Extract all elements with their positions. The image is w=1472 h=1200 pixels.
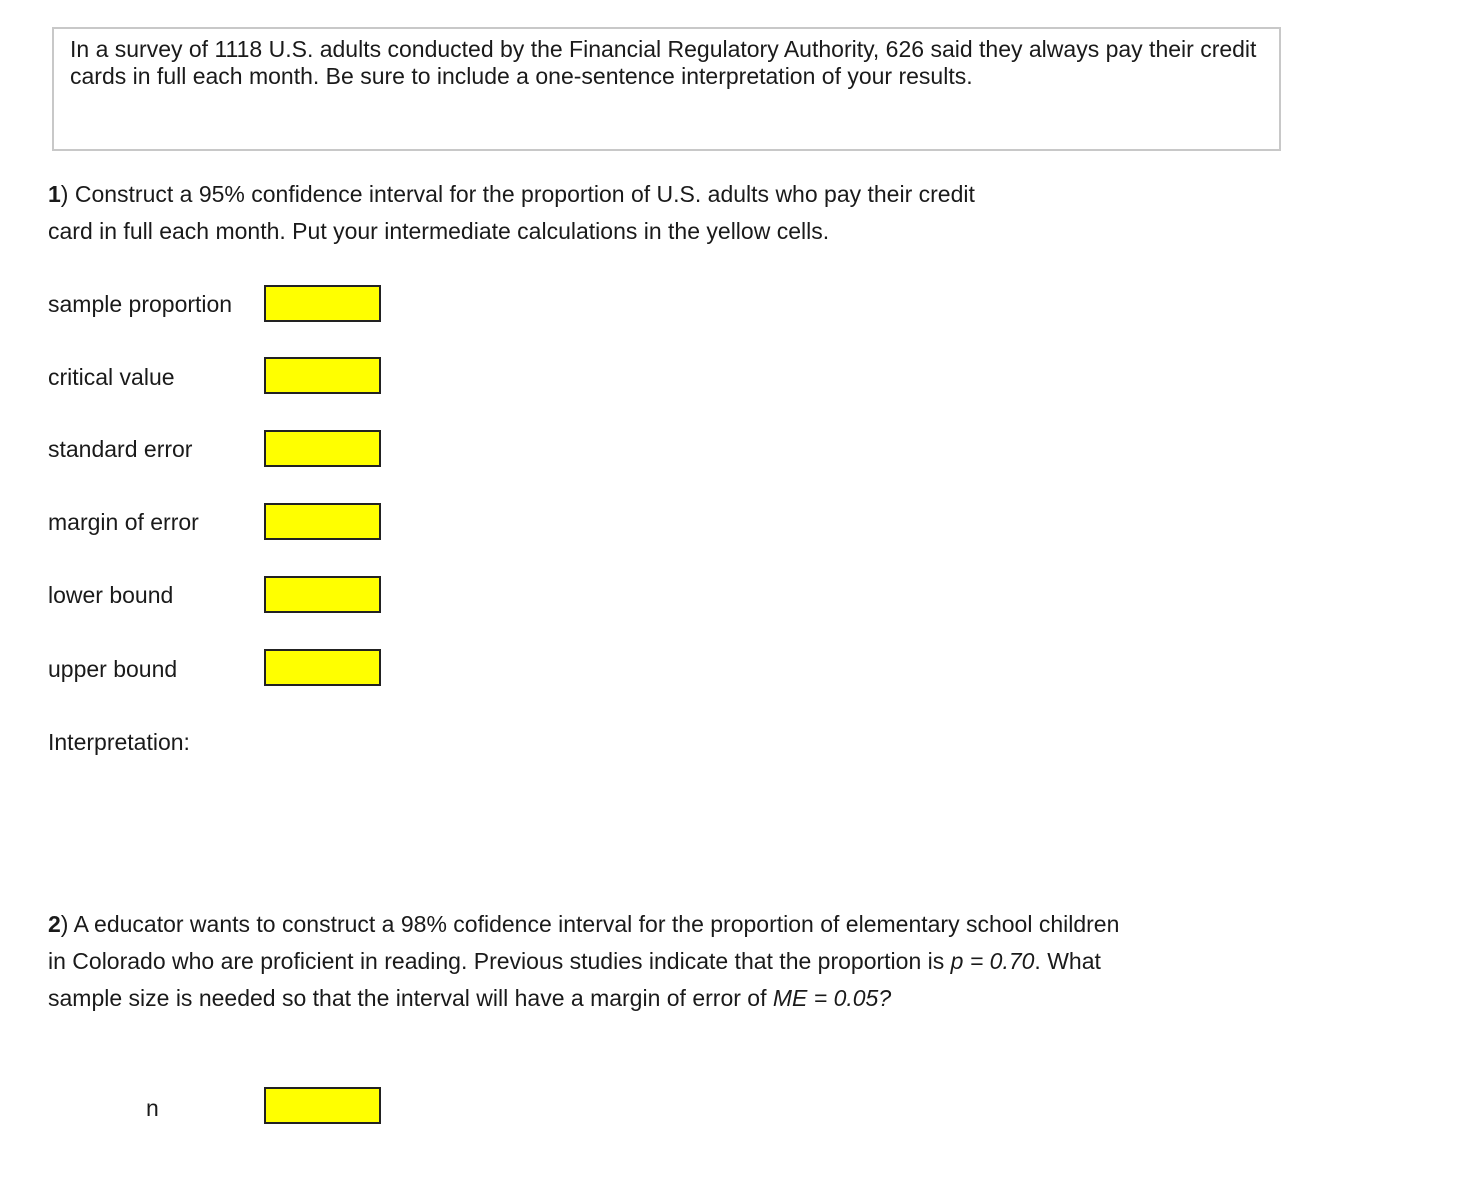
label-interpretation: Interpretation: [48, 729, 190, 755]
question-2-number: 2 [48, 911, 61, 937]
question-1-text [48, 176, 1008, 250]
question-1-number: 1 [48, 181, 61, 207]
question-2-me-value: = 0.05? [807, 985, 892, 1011]
question-2-body-2: . What sample size is needed so that the interval will have a margin of error of [48, 948, 1101, 1011]
question-1-body: ) Construct a 95% confidence interval for the proportion of U.S. adults who pay their credit card in full each month. Put your intermediate calculations in the yellow cells. [48, 181, 975, 244]
label-sample-size-n: n [146, 1095, 159, 1121]
problem-statement-text: In a survey of 1118 U.S. adults conducted by the Financial Regulatory Authority, 626 said they always pay their credit cards in full each month. Be sure to include a one-sentence interpretation of your results. [70, 36, 1257, 89]
label-margin-of-error: margin of error [48, 509, 199, 535]
question-2-p-value: = 0.70 [963, 948, 1035, 974]
question-2-p-variable: p [950, 948, 964, 974]
input-upper-bound[interactable] [264, 649, 381, 686]
problem-statement-box [52, 27, 1281, 151]
input-sample-proportion[interactable] [264, 285, 381, 322]
label-standard-error: standard error [48, 436, 193, 462]
input-lower-bound[interactable] [264, 576, 381, 613]
label-sample-proportion: sample proportion [48, 291, 233, 317]
label-critical-value: critical value [48, 364, 175, 390]
question-2-me-variable: ME [772, 985, 808, 1011]
question-2-text [48, 906, 1128, 1017]
question-2-body-1: ) A educator wants to construct a 98% cofidence interval for the proportion of elementary school children in Colorado who are proficient in reading. Previous studies indicate that the proportion is [48, 911, 1120, 974]
input-sample-size-n[interactable] [264, 1087, 381, 1124]
input-standard-error[interactable] [264, 430, 381, 467]
label-upper-bound: upper bound [48, 656, 178, 682]
label-lower-bound: lower bound [48, 582, 174, 608]
input-critical-value[interactable] [264, 357, 381, 394]
input-margin-of-error[interactable] [264, 503, 381, 540]
